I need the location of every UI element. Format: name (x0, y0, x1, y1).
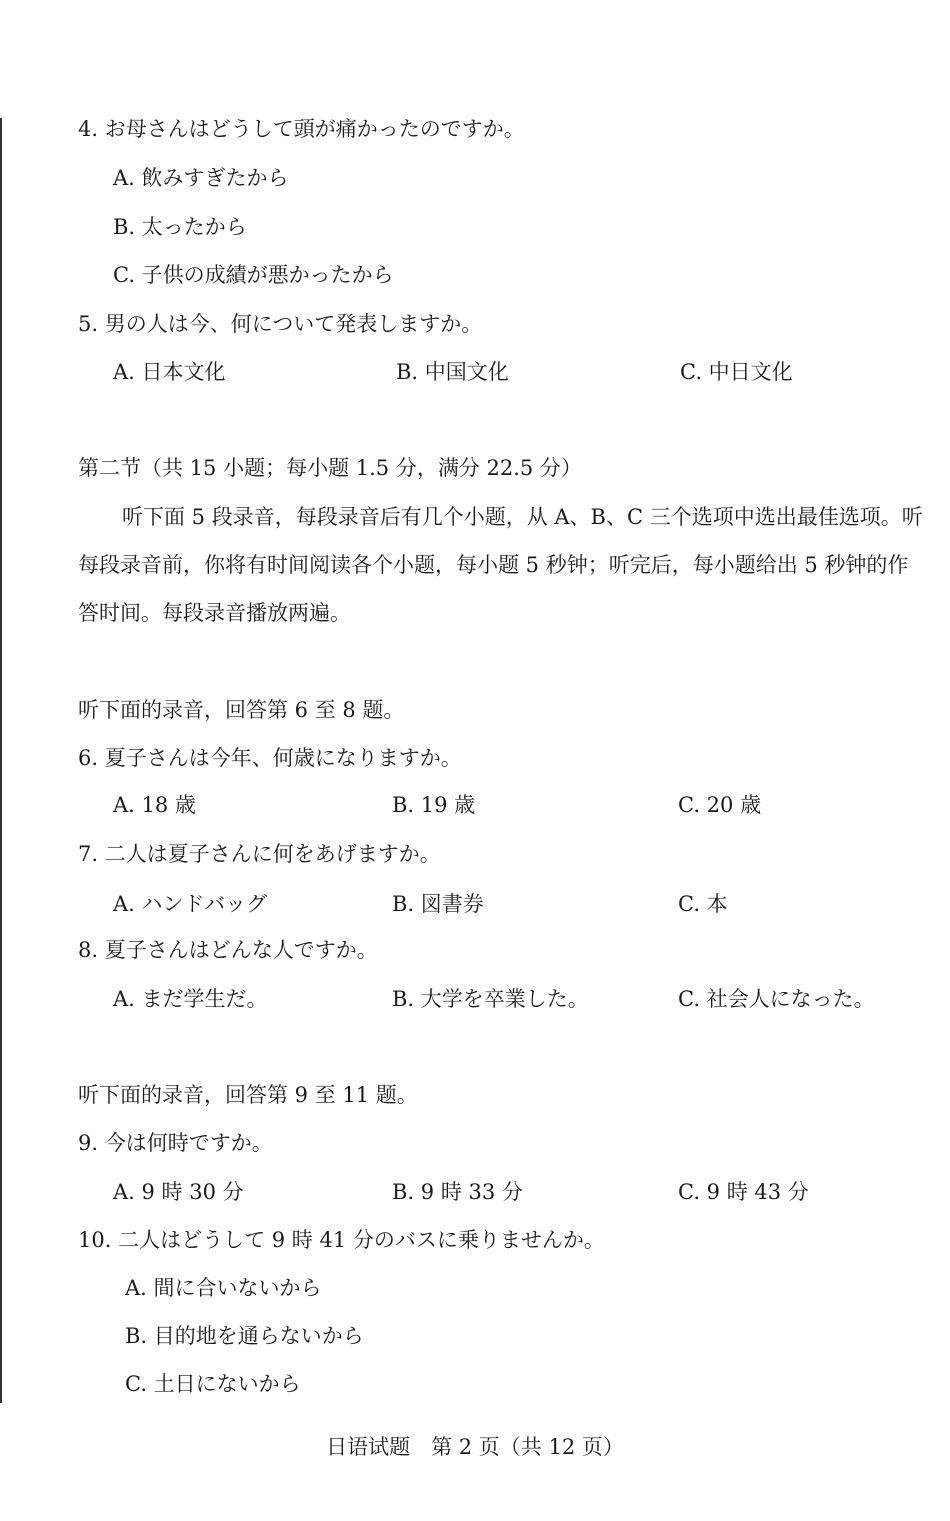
q5-option-a: A. 日本文化 (113, 360, 226, 384)
question-6: 6. 夏子さんは今年、何歳になりますか。 (78, 746, 462, 770)
q8-option-b: B. 大学を卒業した。 (392, 987, 589, 1011)
q10-option-a: A. 間に合いないから (125, 1276, 322, 1300)
q9-option-c: C. 9 時 43 分 (678, 1180, 809, 1204)
question-7: 7. 二人は夏子さんに何をあげますか。 (78, 842, 441, 866)
section-instructions: 听下面 5 段录音，每段录音后有几个小题，从 A、B、C 三个选项中选出最佳选项。听每段录音前，你将有时间阅读各个小题，每小题 5 秒钟；听完后，每小题给出 5 秒钟的作答时间。每段录音播放两遍。 (78, 505, 923, 625)
question-5: 5. 男の人は今、何について発表しますか。 (78, 312, 483, 336)
question-9: 9. 今は何時ですか。 (78, 1131, 273, 1155)
q6-option-a: A. 18 歳 (113, 793, 196, 817)
q5-option-c: C. 中日文化 (680, 360, 793, 384)
q8-option-c: C. 社会人になった。 (678, 987, 875, 1011)
q4-option-b: B. 太ったから (113, 215, 247, 239)
question-4: 4. お母さんはどうして頭が痛かったのですか。 (78, 117, 525, 141)
q4-option-a: A. 飲みすぎたから (113, 166, 289, 190)
q4-option-c: C. 子供の成績が悪かったから (113, 263, 394, 287)
q9-option-b: B. 9 時 33 分 (392, 1180, 523, 1204)
group1-intro: 听下面的录音，回答第 6 至 8 题。 (78, 698, 405, 722)
q9-option-a: A. 9 時 30 分 (113, 1180, 244, 1204)
section-heading: 第二节（共 15 小题；每小题 1.5 分，满分 22.5 分） (78, 456, 582, 480)
q7-option-b: B. 図書券 (392, 892, 484, 916)
q10-option-b: B. 目的地を通らないから (125, 1324, 364, 1348)
group2-intro: 听下面的录音，回答第 9 至 11 题。 (78, 1083, 418, 1107)
q7-option-c: C. 本 (678, 892, 728, 916)
margin-rule (0, 118, 2, 1403)
q6-option-b: B. 19 歳 (392, 793, 476, 817)
q5-option-b: B. 中国文化 (396, 360, 509, 384)
page-footer: 日语试题 第 2 页（共 12 页） (326, 1435, 624, 1459)
q7-option-a: A. ハンドバッグ (113, 892, 268, 916)
question-10: 10. 二人はどうして 9 時 41 分のバスに乗りませんか。 (78, 1228, 605, 1252)
q6-option-c: C. 20 歳 (678, 793, 762, 817)
q8-option-a: A. まだ学生だ。 (113, 987, 268, 1011)
question-8: 8. 夏子さんはどんな人ですか。 (78, 938, 378, 962)
q10-option-c: C. 土日にないから (125, 1372, 301, 1396)
